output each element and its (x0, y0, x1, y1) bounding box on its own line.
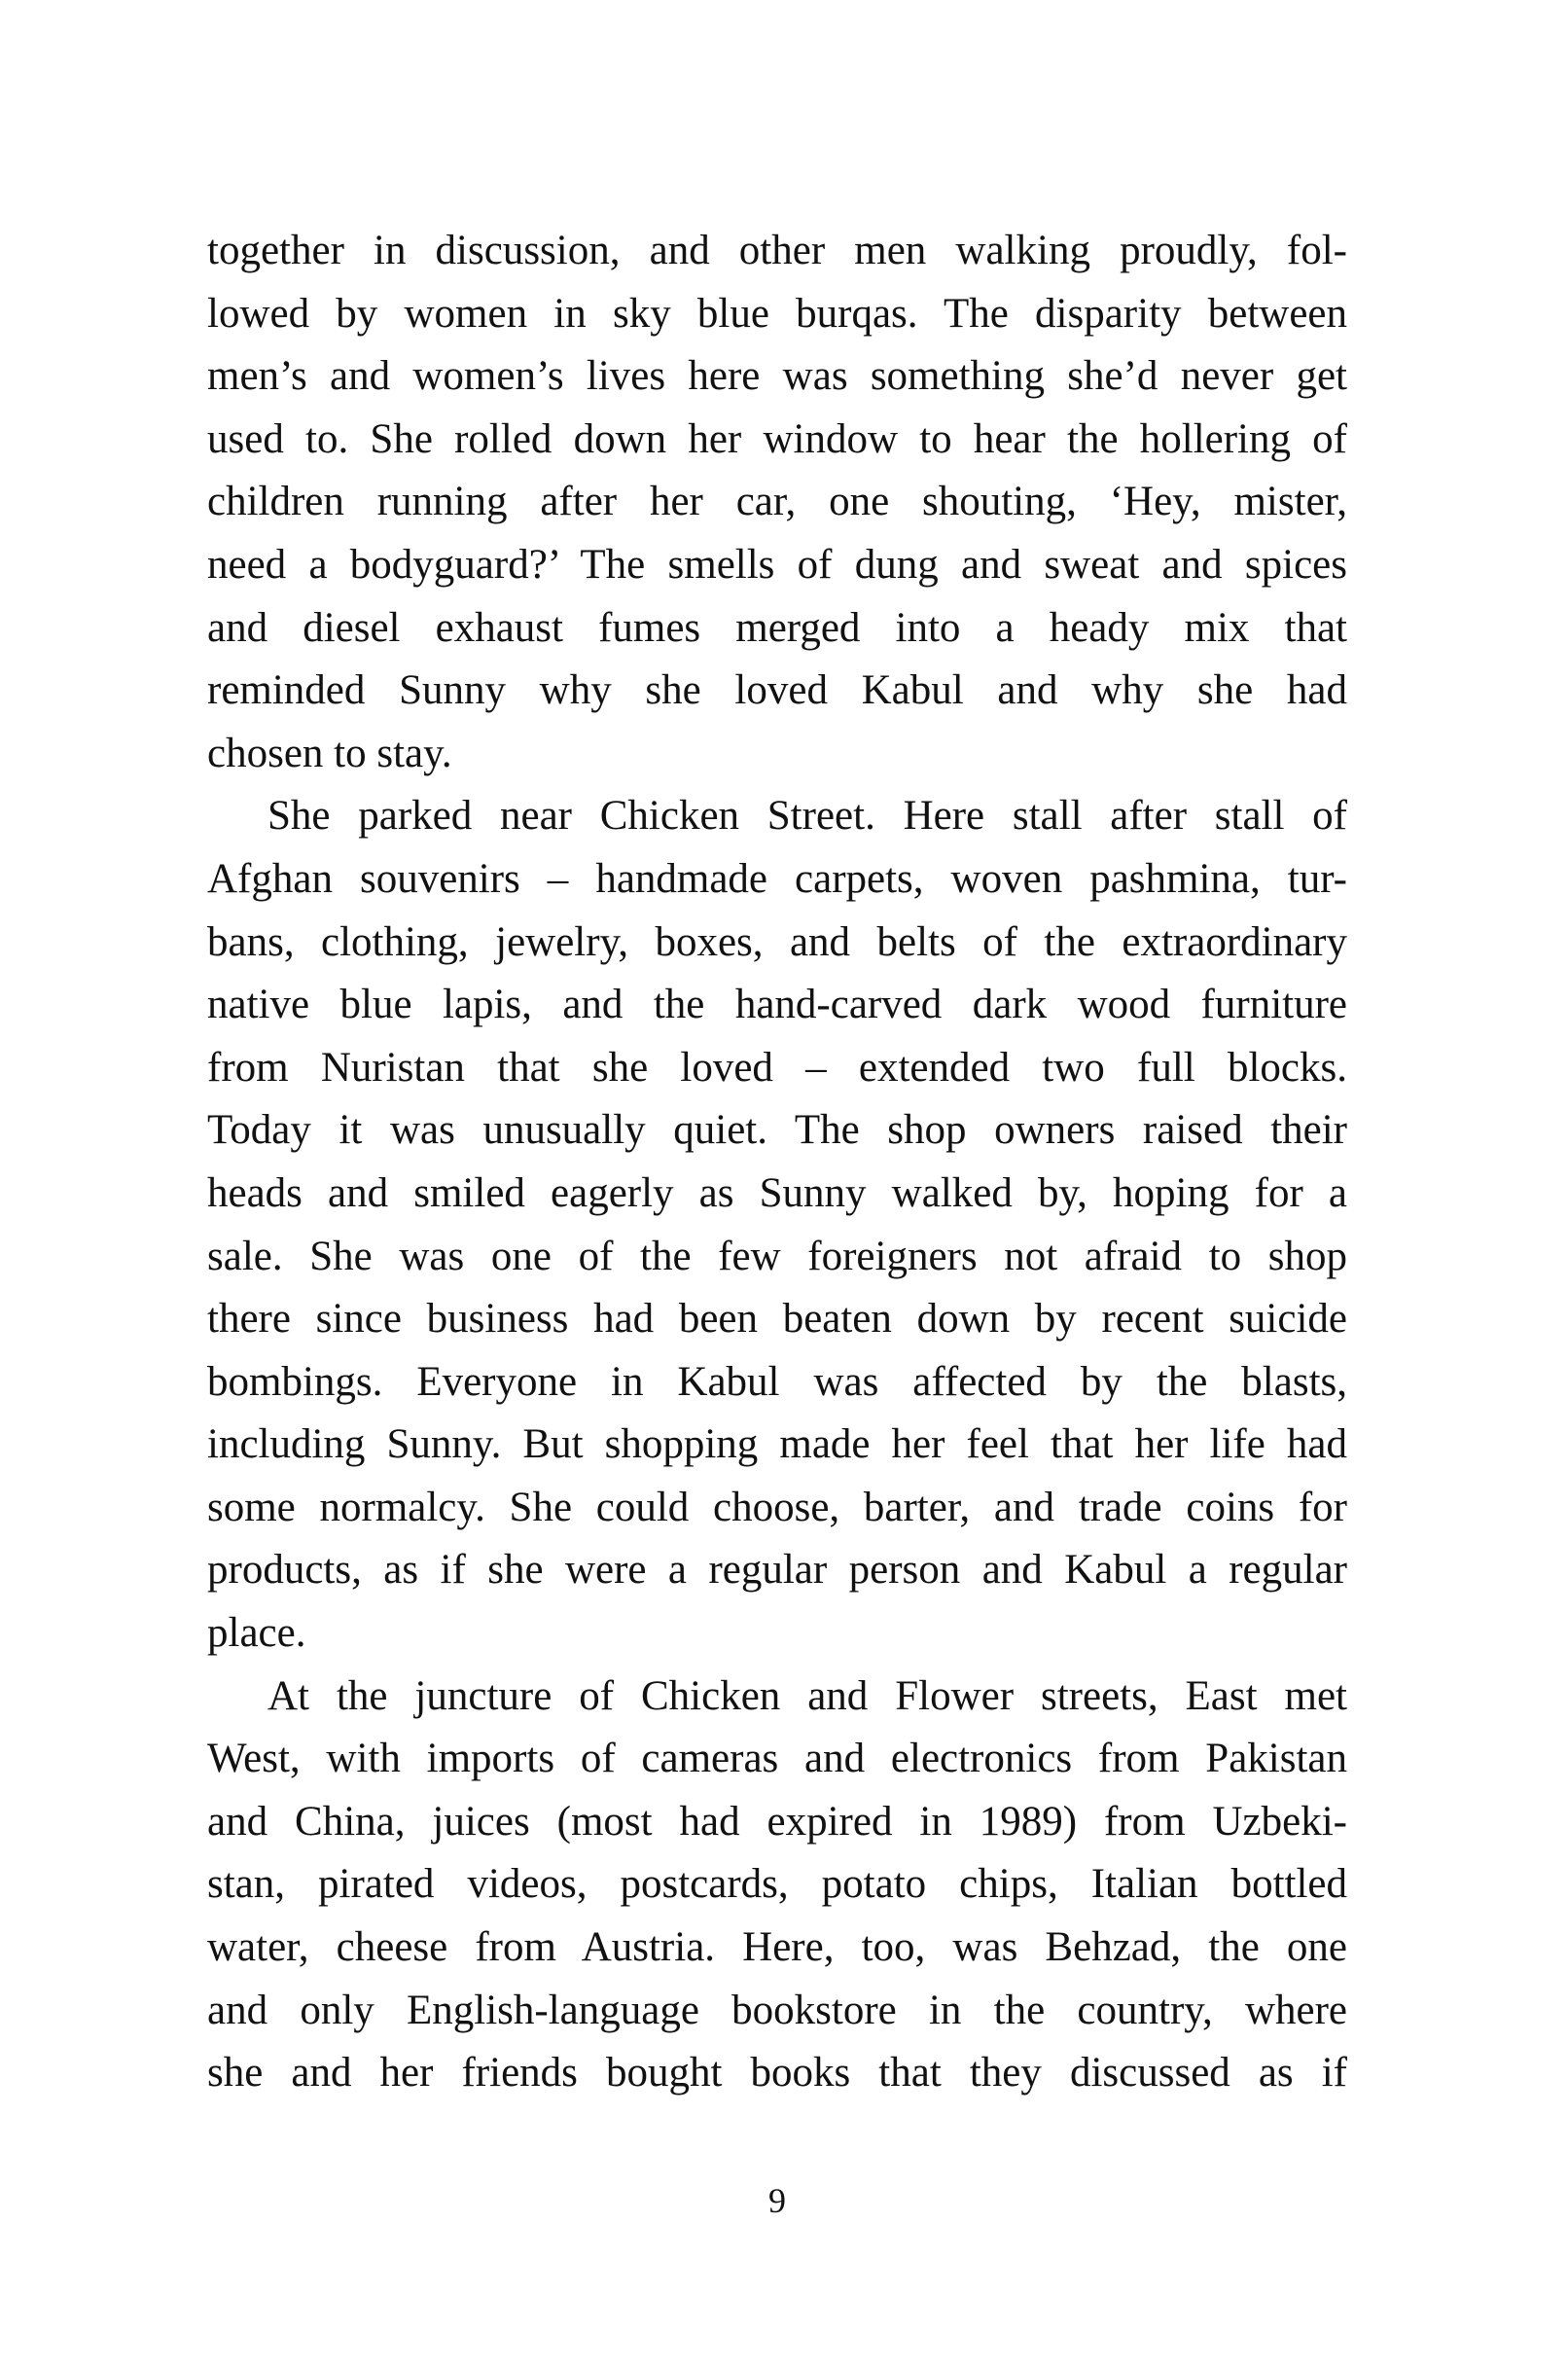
text-line: including Sunny. But shopping made her feel that her life had (207, 1421, 1347, 1468)
text-line: chosen to stay. (207, 730, 452, 776)
text-line: children running after her car, one shouting, ‘Hey, mister, (207, 479, 1347, 525)
text-line: stan, pirated videos, postcards, potato chips, Italian bottled (207, 1861, 1347, 1908)
text-line: native blue lapis, and the hand-carved dark wood furniture (207, 982, 1347, 1028)
text-line: place. (207, 1610, 306, 1657)
paragraph-3 (207, 1666, 1347, 2105)
paragraph-2 (207, 785, 1347, 1665)
text-line: lowed by women in sky blue burqas. The disparity between (207, 290, 1347, 337)
text-line: West, with imports of cameras and electronics from Pakistan (207, 1736, 1347, 1782)
text-line: and diesel exhaust fumes merged into a heady mix that (207, 604, 1347, 651)
text-line: and China, juices (most had expired in 1989) from Uzbeki- (207, 1798, 1347, 1845)
text-line: from Nuristan that she loved – extended two full blocks. (207, 1044, 1347, 1091)
page-number: 9 (768, 2181, 786, 2220)
text-line: she and her friends bought books that they discussed as if (207, 2050, 1347, 2097)
text-line: together in discussion, and other men walking proudly, fol- (207, 228, 1347, 273)
text-line: some normalcy. She could choose, barter, and trade coins for (207, 1484, 1347, 1530)
text-line: She parked near Chicken Street. Here stall after stall of (267, 793, 1347, 840)
text-line: men’s and women’s lives here was something she’d never get (207, 353, 1347, 400)
text-line: Today it was unusually quiet. The shop owners raised their (207, 1107, 1347, 1154)
text-line: Afghan souvenirs – handmade carpets, woven pashmina, tur- (207, 855, 1347, 902)
body-text (207, 220, 1347, 2105)
text-line: used to. She rolled down her window to hear the hollering of (207, 415, 1347, 462)
text-line: products, as if she were a regular person and Kabul a regular (207, 1547, 1347, 1594)
paragraph-1 (207, 220, 1347, 785)
text-line: heads and smiled eagerly as Sunny walked by, hoping for a (207, 1169, 1347, 1216)
text-line: At the juncture of Chicken and Flower streets, East met (267, 1672, 1347, 1719)
text-line: water, cheese from Austria. Here, too, was Behzad, the one (207, 1924, 1347, 1971)
text-line: there since business had been beaten down by recent suicide (207, 1296, 1347, 1343)
text-line: bombings. Everyone in Kabul was affected by the blasts, (207, 1358, 1347, 1405)
text-line: bans, clothing, jewelry, boxes, and belts of the extraordinary (207, 918, 1347, 965)
text-line: need a bodyguard?’ The smells of dung and sweat and spices (207, 541, 1347, 588)
text-line: reminded Sunny why she loved Kabul and why she had (207, 667, 1347, 714)
text-line: and only English-language bookstore in the country, where (207, 1987, 1347, 2033)
text-line: sale. She was one of the few foreigners not afraid to shop (207, 1233, 1347, 1279)
